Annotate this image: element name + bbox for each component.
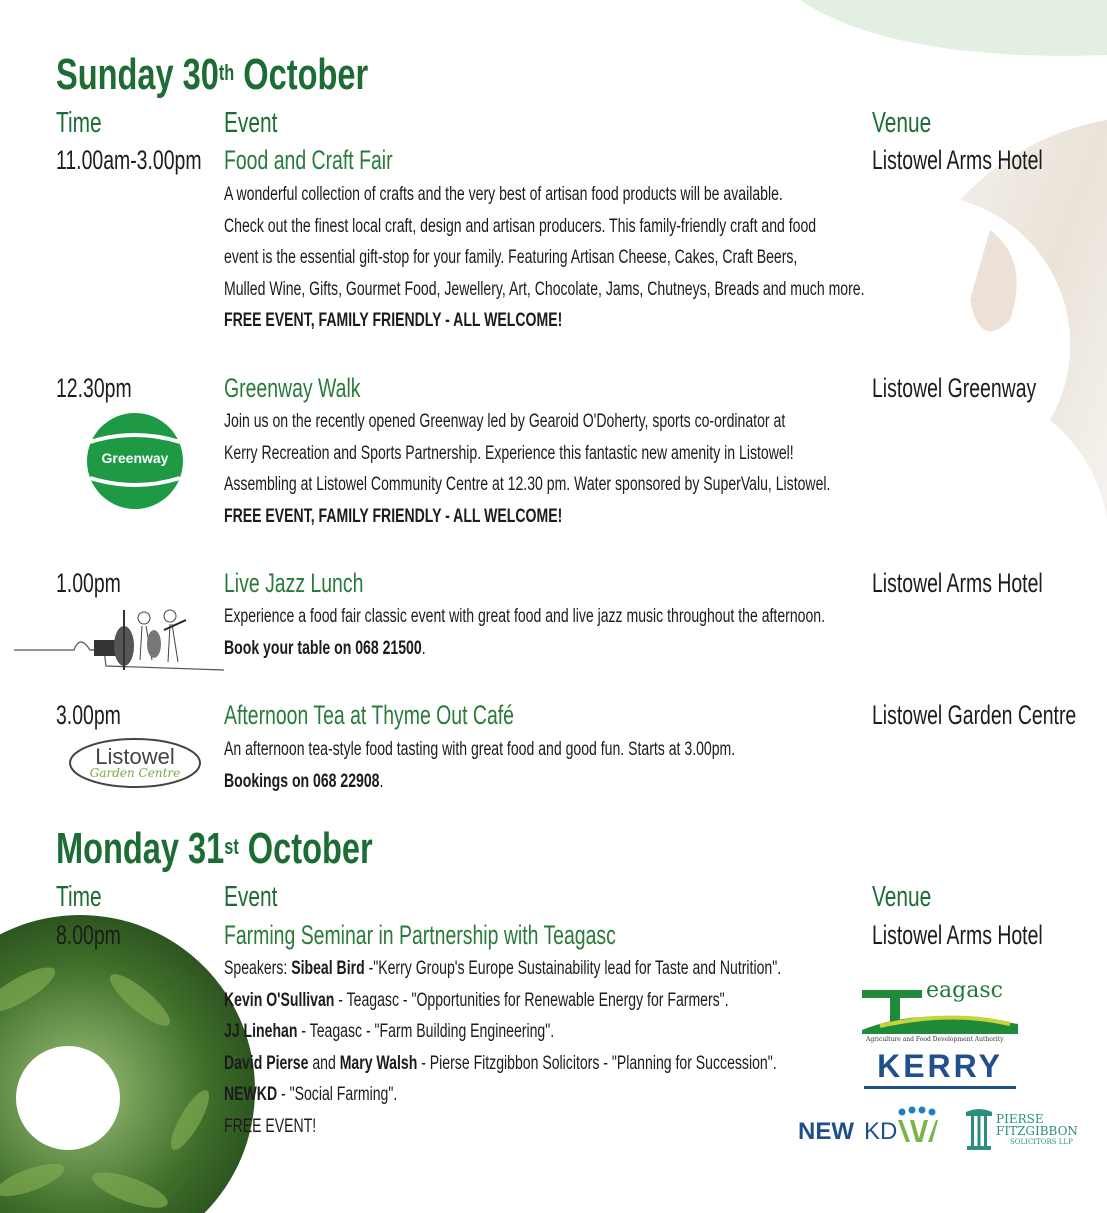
newkd-people-icon [896, 1106, 938, 1146]
speaker-topic: - Teagasc - "Farm Building Engineering". [297, 1021, 555, 1042]
description-line: Assembling at Listowel Community Centre at 12.30 pm. Water sponsored by SuperValu, Listowel. [224, 474, 831, 495]
pillar-icon [964, 1106, 994, 1152]
garden-centre-logo-sub: Garden Centre [89, 766, 181, 780]
description-line: An afternoon tea-style food tasting with great food and good fun. Starts at 3.00pm. [224, 739, 736, 760]
event-title: Afternoon Tea at Thyme Out Café [224, 700, 514, 730]
teagasc-logo-text: eagasc [926, 978, 1003, 1003]
booking-period: . [421, 637, 426, 659]
event-title: Live Jazz Lunch [224, 568, 364, 598]
description-line: Mulled Wine, Gifts, Gourmet Food, Jewellery, Art, Chocolate, Jams, Chutneys, Breads and much more. [224, 278, 865, 300]
event-time: 12.30pm [56, 373, 132, 403]
monday-venue-header: Venue [872, 881, 932, 913]
greenway-logo [86, 412, 184, 510]
event-time: 1.00pm [56, 568, 121, 598]
greenway-logo-text: Greenway [101, 450, 169, 466]
description-line: Check out the finest local craft, design and artisan producers. This family-friendly craft and food [224, 215, 817, 237]
speaker-name: Sibeal Bird [291, 958, 365, 979]
event-description [224, 406, 1044, 532]
event-venue: Listowel Garden Centre [872, 700, 1077, 730]
event-description [224, 601, 1036, 664]
teagasc-logo [860, 980, 1020, 1046]
jazz-band-icon [14, 600, 224, 682]
speaker-line [224, 1048, 781, 1080]
description-line: A wonderful collection of crafts and the very best of artisan food products will be available. [224, 184, 783, 205]
event-note: FREE EVENT, FAMILY FRIENDLY - ALL WELCOME! [224, 505, 563, 527]
newkd-logo [798, 1106, 938, 1150]
newkd-logo-kd: KD [864, 1118, 898, 1145]
event-venue: Listowel Arms Hotel [872, 145, 1043, 175]
event-title: Food and Craft Fair [224, 145, 393, 175]
event-title: Farming Seminar in Partnership with Teagasc [224, 920, 616, 950]
speaker-line [224, 985, 781, 1017]
speaker-topic: -"Kerry Group's Europe Sustainability lead for Taste and Nutrition". [364, 958, 782, 979]
pierse-logo-line2: FITZGIBBON [996, 1124, 1078, 1138]
speakers-label: Speakers: [224, 958, 288, 979]
event-note: FREE EVENT, FAMILY FRIENDLY - ALL WELCOME! [224, 310, 563, 331]
event-time: 11.00am-3.00pm [56, 145, 202, 175]
description-line: Experience a food fair classic event with great food and live jazz music throughout the afternoon. [224, 606, 826, 627]
event-note [224, 633, 825, 665]
event-description [224, 179, 1090, 337]
event-time: 8.00pm [56, 920, 121, 950]
pierse-logo-line3: SOLICITORS LLP [1010, 1138, 1073, 1146]
garden-centre-logo-main: Listowel [95, 744, 175, 769]
sunday-venue-header: Venue [872, 107, 932, 139]
speaker-line [224, 1079, 781, 1111]
kerry-logo-underline [864, 1086, 1016, 1089]
event-venue: Listowel Greenway [872, 373, 1037, 403]
booking-text: Bookings on 068 22908 [224, 770, 380, 792]
speaker-topic: - Teagasc - "Opportunities for Renewable Energy for Farmers". [334, 989, 729, 1011]
monday-heading: Monday 31st October [56, 824, 373, 873]
speaker-and: and [308, 1052, 340, 1074]
speaker-topic: - Pierse Fitzgibbon Solicitors - "Planning for Succession". [417, 1052, 777, 1074]
newkd-logo-new: NEW [798, 1118, 854, 1145]
event-note [224, 766, 735, 798]
booking-period: . [379, 770, 384, 792]
booking-text: Book your table on 068 21500 [224, 637, 422, 659]
sunday-event-header: Event [224, 107, 278, 139]
speaker-name: NEWKD [224, 1084, 278, 1105]
kerry-logo-text: KERRY [877, 1048, 1003, 1084]
event-venue: Listowel Arms Hotel [872, 568, 1043, 598]
event-description [224, 734, 915, 797]
speaker-name: Mary Walsh [339, 1052, 418, 1074]
speaker-line [224, 953, 781, 985]
pierse-logo-line1: PIERSE [996, 1112, 1044, 1126]
speaker-line [224, 1016, 781, 1048]
event-venue: Listowel Arms Hotel [872, 920, 1043, 950]
sunday-time-header: Time [56, 107, 102, 139]
kerry-logo [858, 1048, 1022, 1092]
description-line: Join us on the recently opened Greenway led by Gearoid O'Doherty, sports co-ordinator at [224, 411, 786, 432]
speaker-name: JJ Linehan [224, 1021, 298, 1042]
speaker-name: David Pierse [224, 1052, 309, 1074]
event-note: FREE EVENT! [224, 1115, 317, 1137]
sunday-heading: Sunday 30th October [56, 50, 369, 99]
event-time: 3.00pm [56, 700, 121, 730]
listowel-garden-centre-logo [68, 736, 202, 790]
description-line: event is the essential gift-stop for your family. Featuring Artisan Cheese, Cakes, Craft Beers, [224, 247, 798, 268]
event-title: Greenway Walk [224, 373, 361, 403]
speaker-topic: - "Social Farming". [277, 1084, 398, 1105]
speaker-name: Kevin O'Sullivan [224, 989, 335, 1011]
teagasc-logo-sub: Agriculture and Food Development Authority [866, 1036, 1004, 1043]
monday-event-header: Event [224, 881, 278, 913]
monday-time-header: Time [56, 881, 102, 913]
pierse-fitzgibbon-logo [964, 1104, 1080, 1154]
description-line: Kerry Recreation and Sports Partnership. Experience this fantastic new amenity in Listowel! [224, 442, 794, 464]
